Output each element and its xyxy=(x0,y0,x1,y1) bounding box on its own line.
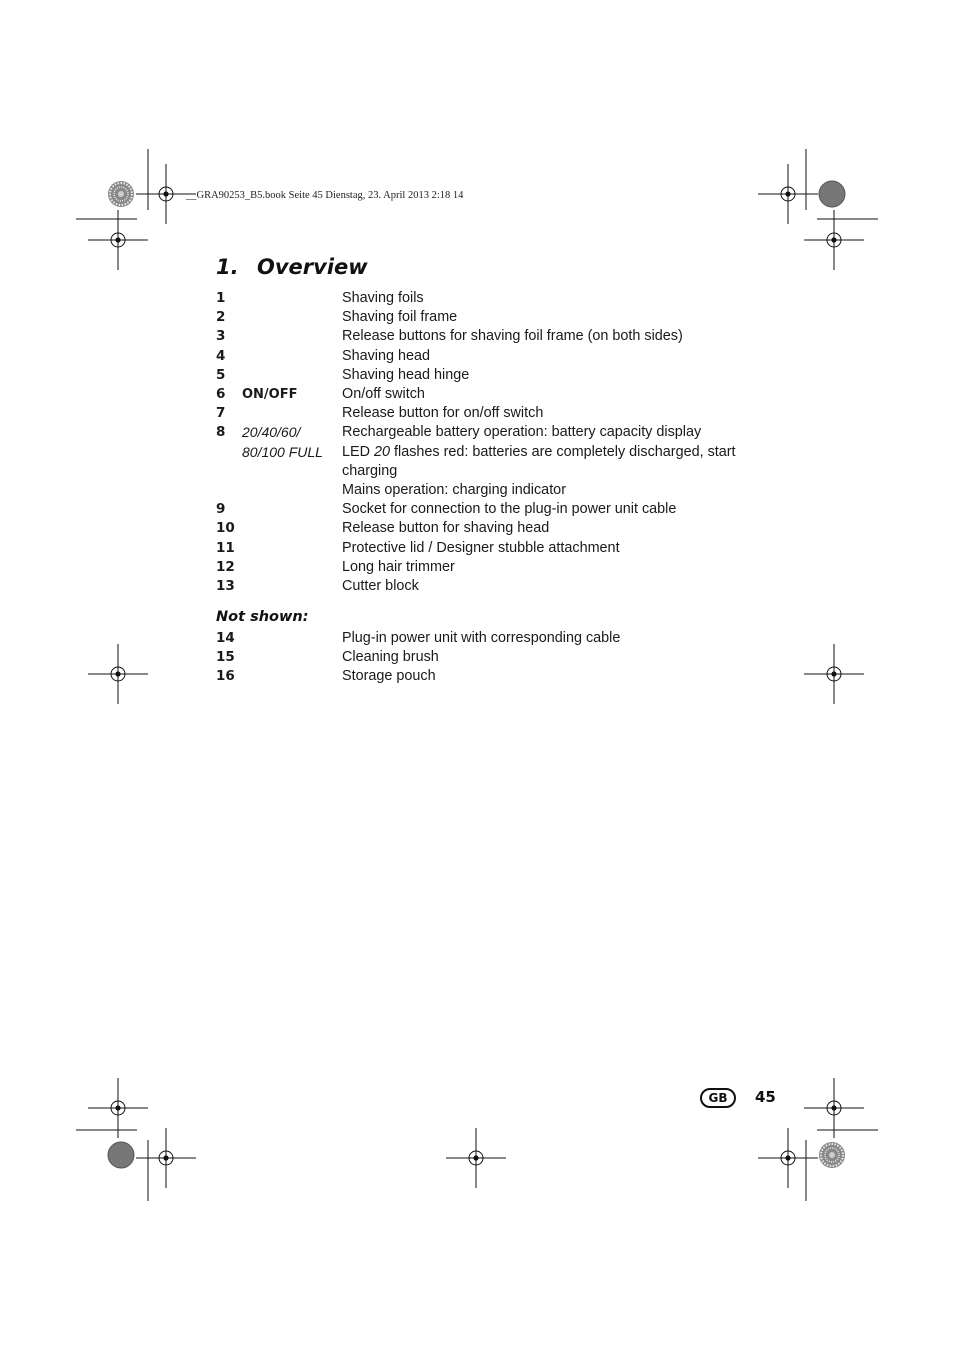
list-item xyxy=(216,443,756,462)
item-description: charging xyxy=(342,462,398,479)
print-slug: __GRA90253_B5.book Seite 45 Dienstag, 23. April 2013 2:18 14 xyxy=(186,190,464,201)
item-number: 6 xyxy=(216,386,226,403)
list-item xyxy=(216,519,756,538)
item-description: Long hair trimmer xyxy=(342,558,455,575)
list-item xyxy=(216,558,756,577)
list-item xyxy=(216,481,756,500)
item-description: Shaving head hinge xyxy=(342,366,470,383)
item-description: Plug-in power unit with corresponding cable xyxy=(342,630,621,646)
list-item xyxy=(216,577,756,596)
item-description: Release button for on/off switch xyxy=(342,405,544,422)
item-label xyxy=(242,577,342,596)
item-description: Shaving head xyxy=(342,347,431,364)
page-number: 45 xyxy=(755,1088,776,1106)
item-description: Rechargeable battery operation: battery capacity display xyxy=(342,424,702,441)
item-description: Protective lid / Designer stubble attachment xyxy=(342,539,620,556)
section-heading xyxy=(216,255,368,279)
item-label xyxy=(242,366,342,385)
led-text: flashes red: batteries are completely discharged, start xyxy=(390,443,736,460)
list-item xyxy=(216,366,756,385)
item-label xyxy=(242,500,342,519)
item-label xyxy=(242,519,342,538)
item-number: 12 xyxy=(216,558,235,575)
item-description: Mains operation: charging indicator xyxy=(342,482,566,499)
item-label: 80/100 FULL xyxy=(242,443,323,460)
led-prefix: LED xyxy=(342,443,374,460)
list-item xyxy=(216,648,756,667)
list-item xyxy=(216,404,756,423)
list-item xyxy=(216,667,756,686)
item-label xyxy=(242,558,342,577)
item-number: 1 xyxy=(216,290,226,306)
item-number: 10 xyxy=(216,520,235,537)
language-badge: GB xyxy=(700,1088,736,1108)
item-description: Socket for connection to the plug-in power unit cable xyxy=(342,501,677,518)
item-description: Storage pouch xyxy=(342,668,436,685)
not-shown-list xyxy=(216,629,756,687)
item-number: 4 xyxy=(216,347,226,364)
item-description: Release buttons for shaving foil frame (on both sides) xyxy=(342,328,683,345)
item-label xyxy=(242,308,342,327)
item-description xyxy=(342,443,756,462)
list-item xyxy=(216,327,756,346)
list-item xyxy=(216,539,756,558)
item-number xyxy=(216,481,242,500)
item-number: 13 xyxy=(216,578,235,595)
list-item xyxy=(216,629,756,648)
list-item xyxy=(216,423,756,442)
list-item xyxy=(216,385,756,404)
item-number xyxy=(216,443,242,462)
item-label: ON/OFF xyxy=(242,387,298,403)
list-item xyxy=(216,308,756,327)
item-number: 14 xyxy=(216,630,235,646)
item-label xyxy=(242,404,342,423)
parts-list xyxy=(216,289,756,596)
section-title: Overview xyxy=(257,255,368,279)
item-label xyxy=(242,481,342,500)
item-number: 9 xyxy=(216,501,226,518)
section-number: 1. xyxy=(216,255,239,279)
item-number: 15 xyxy=(216,649,235,666)
item-label xyxy=(242,347,342,366)
item-number xyxy=(216,462,242,481)
item-number: 3 xyxy=(216,328,226,345)
item-label: 20/40/60/ xyxy=(242,424,301,441)
item-label xyxy=(242,327,342,346)
item-number: 16 xyxy=(216,668,235,685)
item-description: On/off switch xyxy=(342,386,425,403)
item-number: 5 xyxy=(216,366,226,383)
item-description: Release button for shaving head xyxy=(342,520,550,537)
item-description: Shaving foils xyxy=(342,290,424,306)
item-description: Cleaning brush xyxy=(342,649,439,666)
list-item xyxy=(216,347,756,366)
item-label xyxy=(242,539,342,558)
list-item xyxy=(216,462,756,481)
item-description: Cutter block xyxy=(342,578,419,595)
page-footer xyxy=(700,1087,790,1111)
item-number: 8 xyxy=(216,424,226,441)
item-label xyxy=(242,289,342,308)
led-number: 20 xyxy=(374,443,391,460)
item-number: 11 xyxy=(216,539,235,556)
item-description: Shaving foil frame xyxy=(342,309,458,326)
list-item xyxy=(216,289,756,308)
item-number: 7 xyxy=(216,405,226,422)
item-label xyxy=(242,462,342,481)
item-number: 2 xyxy=(216,309,226,326)
list-item xyxy=(216,500,756,519)
not-shown-heading: Not shown: xyxy=(216,609,309,625)
